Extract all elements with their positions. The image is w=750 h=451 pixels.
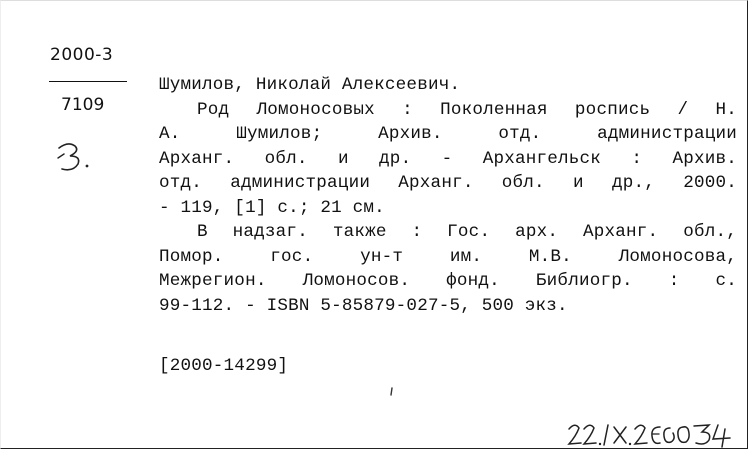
note-line: Помор. гос. ун-т им. М.В. Ломоносова, bbox=[159, 246, 737, 267]
description-line: А. Шумилов; Архив. отд. администрации bbox=[159, 124, 737, 144]
description-line: отд. администрации Арханг. обл. и др., 2000. bbox=[159, 173, 737, 193]
reference-number: [2000-14299] bbox=[159, 356, 289, 376]
title-line: Род Ломоносовых : Поколенная роспись / Н. bbox=[197, 99, 737, 120]
description-line: Арханг. обл. и др. - Архангельск : Архив. bbox=[159, 148, 737, 169]
note-line: В надзаг. также : Гос. арх. Арханг. обл., bbox=[197, 222, 737, 242]
handwritten-mark bbox=[56, 139, 96, 173]
author-heading: Шумилов, Николай Алексеевич. bbox=[159, 75, 461, 95]
index-number: 7109 bbox=[61, 95, 105, 115]
handwritten-shelf-mark bbox=[567, 419, 733, 449]
description-line: - 119, [1] с.; 21 см. bbox=[159, 197, 385, 218]
note-line: Межрегион. Ломоносов. фонд. Библиогр. : с. bbox=[159, 271, 737, 291]
note-line: 99-112. - ISBN 5-85879-027-5, 500 экз. bbox=[159, 295, 568, 316]
index-divider bbox=[49, 81, 127, 82]
bibliographic-description bbox=[159, 73, 737, 318]
stray-mark bbox=[389, 387, 395, 397]
index-year: 2000-3 bbox=[50, 45, 114, 65]
